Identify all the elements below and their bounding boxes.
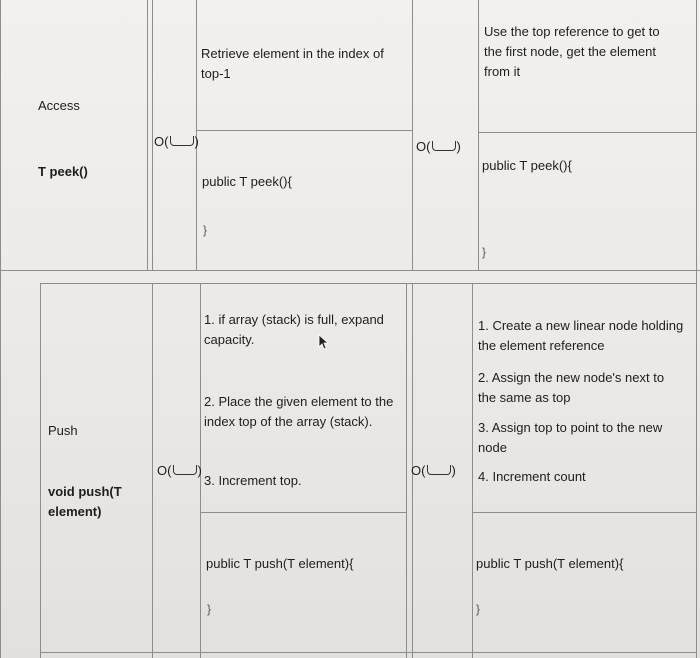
grid-line <box>472 512 696 513</box>
linked-push-step: 1. Create a new linear node holding the element reference <box>478 318 684 353</box>
linked-peek-description: Use the top reference to get to the first node, get the element from it <box>484 24 660 79</box>
array-push-step: 3. Increment top. <box>204 473 302 488</box>
complexity-suffix: ) <box>197 463 202 478</box>
grid-line <box>200 512 406 513</box>
array-peek-code: public T peek(){ <box>202 174 292 189</box>
complexity-prefix: O( <box>154 134 169 149</box>
grid-line <box>152 0 153 270</box>
complexity-prefix: O( <box>416 139 431 154</box>
array-peek-closing-brace: } <box>203 223 208 237</box>
complexity-blank[interactable] <box>170 136 194 146</box>
grid-line <box>40 283 41 658</box>
push-row-label: Push <box>48 423 78 438</box>
grid-line <box>0 0 1 658</box>
array-push-code: public T push(T element){ <box>206 556 354 571</box>
linked-push-step: 4. Increment count <box>478 469 586 484</box>
grid-line <box>40 652 696 653</box>
array-push-closing-brace: } <box>207 602 212 616</box>
grid-line <box>152 283 153 658</box>
push-array-complexity[interactable] <box>157 461 202 481</box>
access-array-complexity[interactable] <box>154 132 199 152</box>
linked-peek-code: public T peek(){ <box>482 158 572 173</box>
complexity-suffix: ) <box>456 139 461 154</box>
grid-line <box>478 0 479 270</box>
grid-line <box>478 132 697 133</box>
access-row-label: Access <box>38 98 80 113</box>
grid-line <box>472 283 473 658</box>
linked-push-step: 2. Assign the new node's next to the same as top <box>478 370 665 405</box>
linked-push-closing-brace: } <box>476 602 481 616</box>
linked-push-step: 3. Assign top to point to the new node <box>478 420 663 455</box>
array-push-step: 2. Place the given element to the index top of the array (stack). <box>204 394 394 429</box>
complexity-blank[interactable] <box>427 465 451 475</box>
complexity-blank[interactable] <box>173 465 197 475</box>
complexity-suffix: ) <box>194 134 199 149</box>
grid-line <box>147 0 148 270</box>
grid-line <box>696 0 697 658</box>
grid-line <box>406 283 407 658</box>
mouse-cursor-icon <box>318 334 330 350</box>
array-peek-description: Retrieve element in the index of top-1 <box>201 46 384 81</box>
linked-push-code: public T push(T element){ <box>476 556 624 571</box>
linked-peek-closing-brace: } <box>482 245 487 259</box>
complexity-blank[interactable] <box>432 141 456 151</box>
array-push-step: 1. if array (stack) is full, expand capacity. <box>204 312 384 347</box>
access-method-signature: T peek() <box>38 164 88 179</box>
grid-line <box>40 283 697 284</box>
access-linked-complexity[interactable] <box>416 137 461 157</box>
grid-line <box>412 0 413 270</box>
push-method-signature: void push(T element) <box>48 484 122 519</box>
complexity-prefix: O( <box>157 463 172 478</box>
complexity-suffix: ) <box>451 463 456 478</box>
grid-line <box>0 270 700 271</box>
complexity-prefix: O( <box>411 463 426 478</box>
push-linked-complexity[interactable] <box>411 461 456 481</box>
grid-line <box>196 130 412 131</box>
